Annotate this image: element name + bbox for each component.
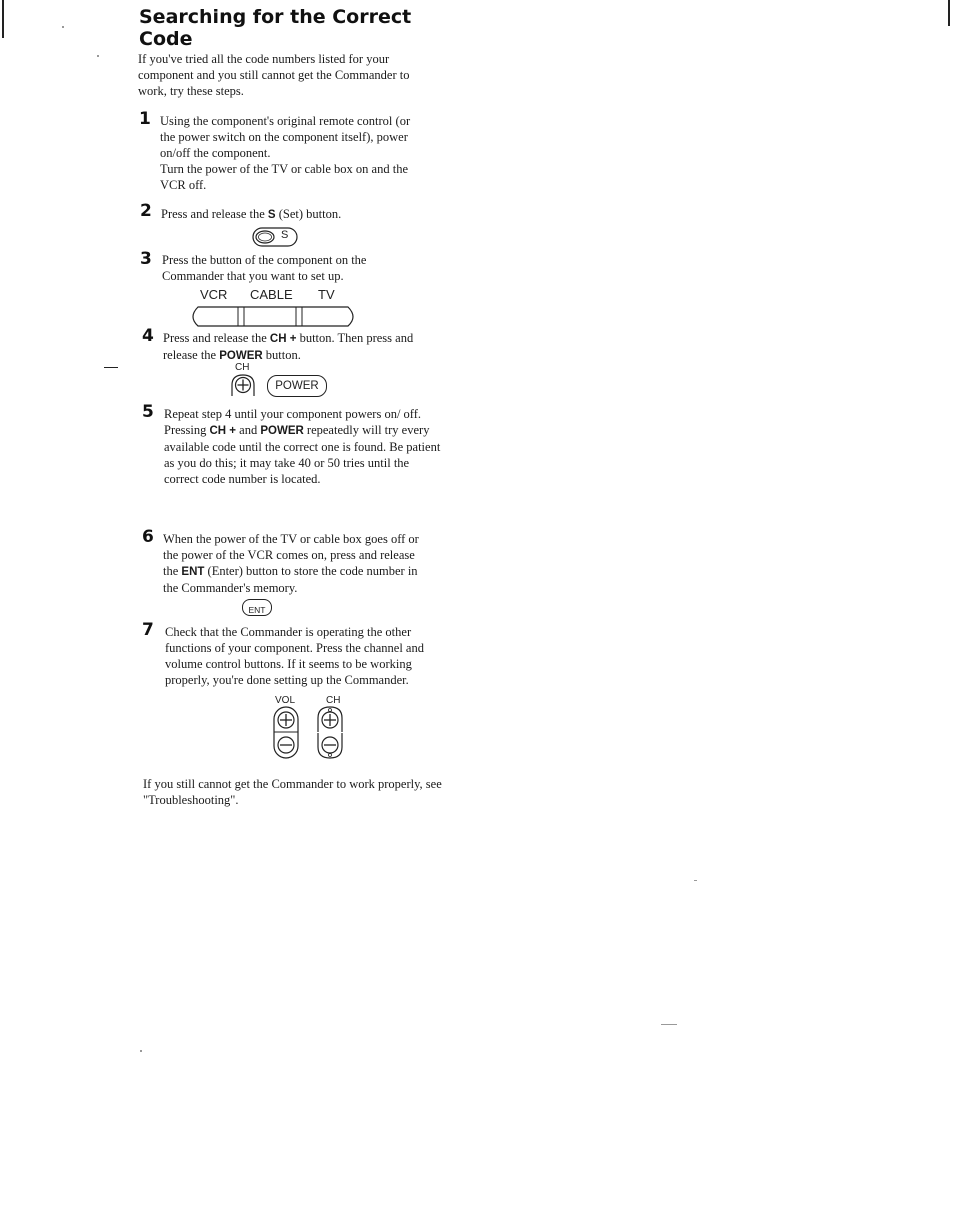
step-5-text (164, 406, 442, 487)
step-5-text-middle: and (236, 423, 261, 437)
component-selector-switch (188, 306, 360, 328)
selector-label-vcr: VCR (200, 287, 228, 302)
scan-speck (694, 880, 697, 881)
volume-rocker-illustration (272, 706, 302, 760)
ent-button-label: ENT (248, 605, 266, 615)
selector-label-cable: CABLE (250, 287, 293, 302)
step-2-number: 2 (140, 201, 152, 221)
step-6-text-before: When the power of the TV or cable box goes off or the power of the VCR comes on, press and release the (163, 532, 419, 578)
step-3-text (162, 252, 402, 284)
channel-rocker-icon (316, 706, 346, 760)
step-4-text-before: Press and release the (163, 331, 270, 345)
page-title (139, 6, 459, 50)
step-2-text (161, 206, 426, 223)
selector-label-tv: TV (318, 287, 335, 302)
step-4-ch-label: CH (235, 362, 250, 373)
ent-button-illustration (242, 599, 272, 616)
volume-rocker-icon (272, 706, 302, 760)
step-4-key-ch: CH + (269, 333, 297, 345)
step-1-number: 1 (139, 109, 151, 129)
step-5-text-after: repeatedly will try every available code until the correct one is found. Be patient as you do this; it may take 40 or 50 tries until the correct code number is located. (164, 423, 441, 486)
step-6-text-after: (Enter) button to store the code number in the Commander's memory. (163, 564, 418, 595)
step-7-text: Check that the Commander is operating the other functions of your component. Press the channel and volume control buttons. If it seems to be working properly, you're done setting up the Commander. (165, 625, 424, 687)
title-line-2: Code (139, 28, 193, 50)
step-6-key: ENT (181, 566, 205, 578)
scan-speck (62, 26, 64, 28)
channel-rocker-illustration (316, 706, 346, 760)
step-4-number: 4 (142, 326, 154, 346)
component-selector-icon (188, 306, 360, 328)
step-6-text (163, 531, 433, 596)
scan-speck (97, 55, 99, 57)
step-1-paragraph-1: Using the component's original remote control (or the power switch on the component itself), power on/off the component. (160, 114, 411, 160)
step-4-text-middle: button. Then press and release the (163, 331, 414, 362)
step-4-text-after: button. (262, 348, 301, 362)
set-button-icon (252, 226, 298, 248)
step-5-key-power: POWER (260, 425, 304, 437)
set-button-illustration (252, 226, 298, 248)
step-2-text-before: Press and release the (161, 207, 268, 221)
ch-label: CH (326, 695, 341, 706)
scan-edge-left (2, 0, 4, 38)
step-2-key: S (267, 209, 276, 221)
scan-speck (140, 1050, 142, 1052)
step-5-paragraph-2 (164, 422, 442, 487)
title-line-1: Searching for the Correct (139, 6, 412, 28)
outro-paragraph: If you still cannot get the Commander to work properly, see "Troubleshooting". (143, 777, 442, 807)
step-5-number: 5 (142, 402, 154, 422)
step-6-number: 6 (142, 527, 154, 547)
ch-plus-icon (230, 373, 256, 397)
power-button-label: POWER (275, 380, 319, 392)
power-button-illustration (267, 375, 327, 397)
step-1-text (160, 113, 425, 193)
intro-paragraph: If you've tried all the code numbers listed for your component and you still cannot get the Commander to work, try these steps. (138, 52, 410, 98)
scan-edge-right (948, 0, 950, 26)
ch-plus-button-illustration (230, 373, 256, 397)
vol-label: VOL (275, 695, 296, 706)
step-3-number: 3 (140, 249, 152, 269)
step-5-key-ch: CH + (209, 425, 237, 437)
step-1-paragraph-2: Turn the power of the TV or cable box on and the VCR off. (160, 162, 408, 192)
scan-dash (104, 367, 118, 368)
step-3-paragraph-1: Press the button of the component on the Commander that you want to set up. (162, 253, 367, 283)
step-7-number: 7 (142, 620, 154, 640)
step-2-text-after: (Set) button. (275, 207, 342, 221)
set-button-label: S (281, 229, 289, 241)
step-4-key-power: POWER (219, 350, 263, 362)
step-5-text-before: Pressing (164, 423, 210, 437)
step-5-paragraph-1: Repeat step 4 until your component powers on/ off. (164, 407, 422, 421)
step-4-text (163, 330, 423, 364)
scan-speck (661, 1024, 677, 1025)
